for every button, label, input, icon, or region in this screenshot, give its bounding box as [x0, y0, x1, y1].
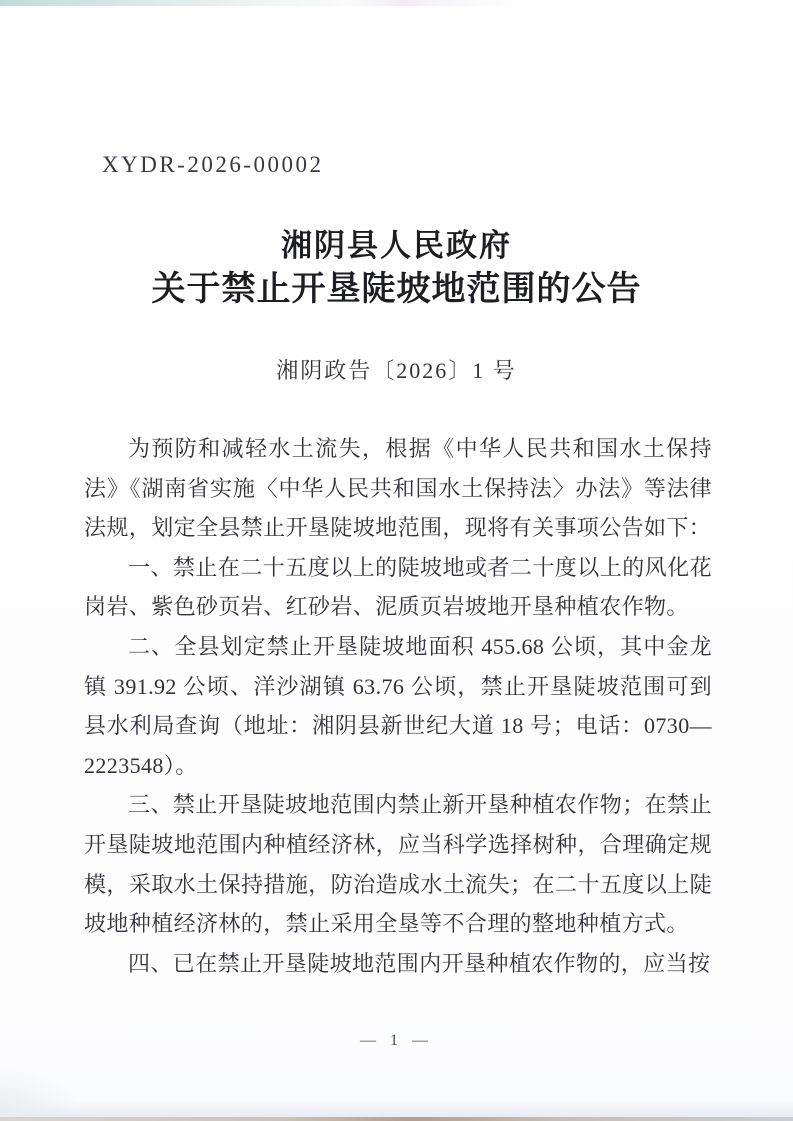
scan-bottom-edge-artifact: [0, 1117, 793, 1121]
body-paragraph-item-4-partial: 四、已在禁止开垦陡坡地范围内开垦种植农作物的，应当按: [128, 950, 711, 976]
doc-number: XYDR-2026-00002: [102, 152, 324, 177]
doc-ref-number: 湘阴政告〔2026〕1 号: [276, 358, 517, 383]
document-title: [0, 225, 793, 313]
title-line-subject: 关于禁止开垦陡坡地范围的公告: [151, 271, 642, 308]
page-number: — 1 —: [360, 1032, 433, 1049]
document-body: [84, 429, 712, 983]
title-line-issuer: 湘阴县人民政府: [281, 228, 512, 263]
body-paragraph-intro: 为预防和减轻水土流失，根据《中华人民共和国水土保持法》《湖南省实施〈中华人民共和国水土保持法〉办法》等法律法规，划定全县禁止开垦陡坡地范围，现将有关事项公告如下：: [84, 436, 712, 541]
scan-top-edge-artifact: [0, 0, 793, 6]
body-paragraph-item-3: 三、禁止开垦陡坡地范围内禁止新开垦种植农作物；在禁止开垦陡坡地范围内种植经济林，应当科学选择树种，合理确定规模，采取水土保持措施，防治造成水土流失；在二十五度以上陡坡地种植经济林的，禁止采用全垦等不合理的整地种植方式。: [84, 792, 712, 937]
body-paragraph-item-1: 一、禁止在二十五度以上的陡坡地或者二十度以上的风化花岗岩、紫色砂页岩、红砂岩、泥质页岩坡地开垦种植农作物。: [84, 554, 712, 620]
body-paragraph-item-2: 二、全县划定禁止开垦陡坡地面积 455.68 公顷，其中金龙镇 391.92 公顷、洋沙湖镇 63.76 公顷，禁止开垦陡坡范围可到县水利局查询（地址：湘阴县新世纪大道 18 号；电话：0730—2223548）。: [84, 633, 712, 778]
scan-bottom-band: [0, 1101, 793, 1118]
